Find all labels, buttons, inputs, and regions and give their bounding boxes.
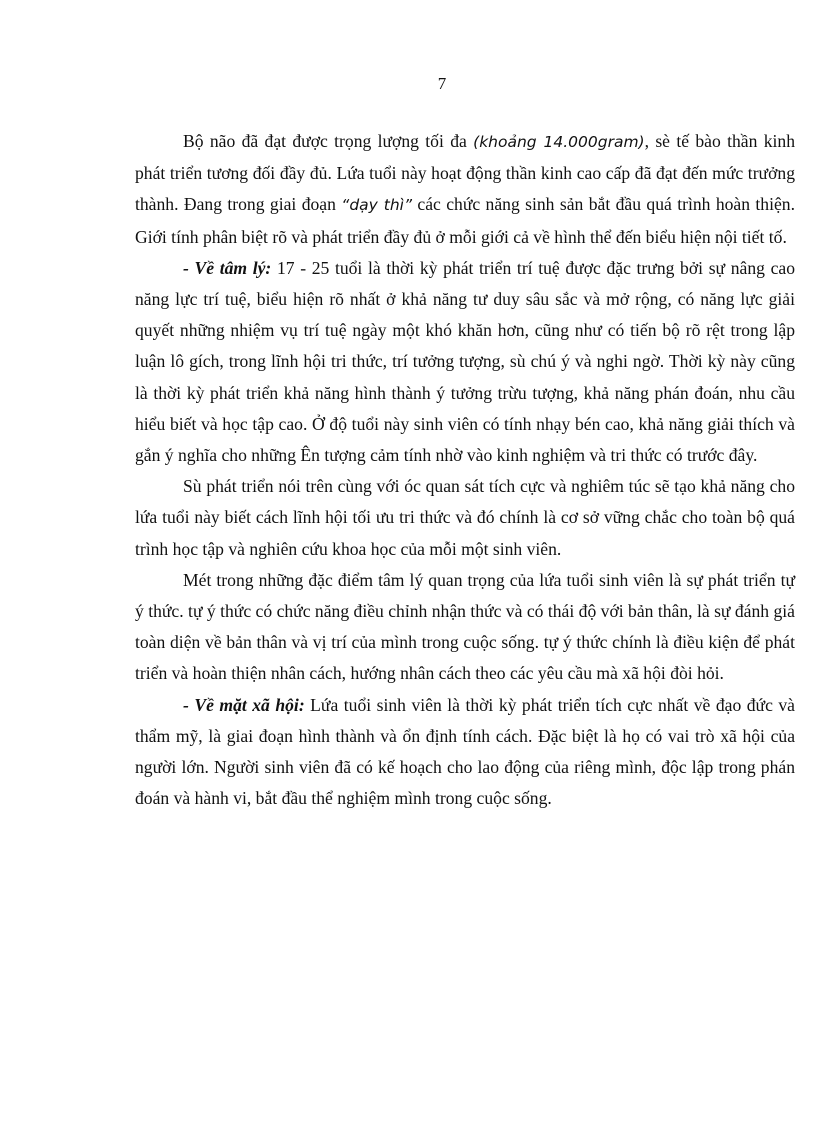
paragraph-development [135, 471, 795, 565]
weight-note: (khoảng 14.000gram) [473, 133, 645, 151]
body-text [135, 126, 795, 814]
paragraph-psychology [135, 253, 795, 471]
section-heading-psychology: - Về tâm lý: [183, 257, 272, 278]
text-segment: Sù phát triển nói trên cùng với óc quan sát tích cực và nghiêm túc sẽ tạo khả năng cho lứa tuổi này biết cách lĩnh hội tối ưu tri thức và đó chính là cơ sở vững chắc cho toàn bộ quá trình học tập và nghiên cứu khoa học của mỗi một sinh viên. [135, 476, 795, 559]
text-segment: các chức năng sinh sản bắt đầu quá trình hoàn thiện. Giới tính phân biệt rõ và phát triển đầy đủ ở mỗi giới cả về hình thể đến biểu hiện nội tiết tố. [135, 194, 795, 247]
text-segment: , sè tế bào thần kinh phát triển tương đối đầy đủ. Lứa tuổi này hoạt động thần kinh cao cấp đã đạt đến mức trưởng thành. Đang trong giai đoạn [135, 131, 795, 215]
paragraph-self-awareness [135, 565, 795, 690]
text-segment: Lứa tuổi sinh viên là thời kỳ phát triển tích cực nhất về đạo đức và thẩm mỹ, là giai đoạn hình thành và ổn định tính cách. Đặc biệt là họ có vai trò xã hội của người lớn. Người sinh viên đã có kế hoạch cho lao động của riêng mình, độc lập trong phán đoán và hành vi, bắt đầu thể nghiệm mình trong cuộc sống. [135, 694, 795, 809]
section-heading-social: - Về mặt xã hội: [183, 694, 305, 715]
paragraph-physiology [135, 126, 795, 253]
text-segment: 17 - 25 tuổi là thời kỳ phát triển trí tuệ được đặc trưng bởi sự nâng cao năng lực trí tuệ, biểu hiện rõ nhất ở khả năng tư duy sâu sắc và mở rộng, có năng lực giải quyết những nhiệm vụ trí tuệ ngày một khó khăn hơn, cũng như có tiến bộ rõ rệt trong lập luận lô gích, trong lĩnh hội tri thức, trí tưởng tượng, sù chú ý và nghi ngờ. Thời kỳ này cũng là thời kỳ phát triển khả năng hình thành ý tưởng trừu tượng, khả năng phán đoán, nhu cầu hiểu biết và học tập cao. Ở độ tuổi này sinh viên có tính nhạy bén cao, khả năng giải thích và gắn ý nghĩa cho những Ên tượng cảm tính nhờ vào kinh nghiệm và tri thức có trước đây. [135, 257, 796, 466]
text-segment: Bộ não đã đạt được trọng lượng tối đa [183, 131, 474, 151]
text-segment: Mét trong những đặc điểm tâm lý quan trọng của lứa tuổi sinh viên là sự phát triển tự ý thức. tự ý thức có chức năng điều chỉnh nhận thức và có thái độ với bản thân, là sự đánh giá toàn diện về bản thân và vị trí của mình trong cuộc sống. tự ý thức chính là điều kiện để phát triển và hoàn thiện nhân cách, hướng nhân cách theo các yêu cầu mà xã hội đòi hỏi. [135, 569, 795, 684]
page-number: 7 [437, 74, 447, 93]
puberty-term: “dạy thì” [341, 196, 412, 215]
paragraph-social [135, 690, 795, 815]
